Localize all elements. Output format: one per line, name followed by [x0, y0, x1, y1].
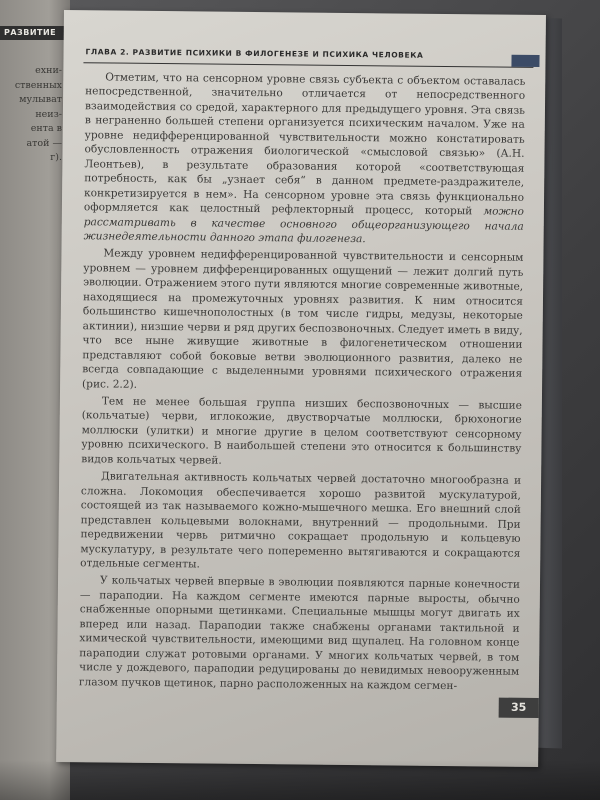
left-page-header: РАЗВИТИЕ [0, 26, 66, 40]
running-head-marker [511, 55, 539, 67]
left-line: ственных [14, 79, 62, 91]
running-head [83, 46, 533, 68]
left-line: атой — [26, 137, 62, 149]
left-line: неиз- [35, 108, 62, 120]
book-page [56, 10, 546, 767]
paragraph: Тем не менее большая группа низших беспозвоночных — высшие (кольчатые) черви, иглокожие, двустворчатые моллюски, брюхоногие моллюски (улитки) и многие другие в целом соответствуют сенсорному уровню психического. В наибольшей степени это относится к большинству видов кольчатых червей. [81, 395, 522, 467]
left-line: ента в [30, 123, 62, 134]
left-line: мулыват [19, 94, 62, 105]
paragraph: У кольчатых червей впервые в эволюции появляются парные конечности — параподии. На каждом сегменте имеются парные выросты, обычно снабженные опорными щетинками. Специальные мышцы могут двигать их вперед или назад. Параподии также снабжены органами тактильной и химической чувствительности, имеющими вид щупалец. На головном конце параподии служат ротовыми органами. У многих кольчатых червей, в том числе у дождевого, параподии редуцированы до невидимых невооруженным глазом пучков щетинок, парно расположенных на каждом сегмен- [78, 574, 521, 692]
paragraph: Отметим, что на сенсорном уровне связь субъекта с объектом оставалась непосредственной, значительно отличается от непосредственного взаимодействия со средой, характерного для предыдущего уровня. Эта связь в неграненно большей степени организуется психическим началом. Уже на уровне недифференцированной чувствительности можно констатировать обусловленность отражения биологической «смысловой связью» (А.Н. Леонтьев), в результате образования которой «соответствующая потребность, как бы „узнает себя“ в данном предмете-раздражителе, конкретизируется в нем». На сенсорном уровне эта связь функционально оформляется как целостный рефлекторный процесс, который можно рассматривать в качестве основного общеорганизующего начала жизнедеятельности данного этапа филогенеза. [83, 71, 526, 246]
left-line: г). [50, 152, 62, 163]
bottom-shadow [0, 760, 600, 800]
left-line: ехни- [35, 65, 62, 76]
emphasis-text: можно рассматривать в качестве основного общеорганизующего начала жизнедеятельности данного этапа филогенеза. [83, 205, 524, 246]
running-head-text: ГЛАВА 2. РАЗВИТИЕ ПСИХИКИ В ФИЛОГЕНЕЗЕ И ПСИХИКА ЧЕЛОВЕКА [85, 47, 424, 60]
page-number: 35 [499, 698, 539, 718]
paragraph: Между уровнем недифференцированной чувствительности и сенсорным уровнем — уровнем дифференцированных ощущений — лежит долгий путь эволюции. Отражением этого пути являются многие современные животные, находящиеся на промежуточных уровнях развития. К ним относится большинство кишечнополостных (в том числе гидры, медузы, некоторые актинии), низшие черви и ряд других беспозвоночных. Следует иметь в виду, что все ныне живущие животные в филогенетическом отношении представляют собой боковые ветви эволюционного развития, далеко не всегда совпадающие с выделенными уровнями психического отражения (рис. 2.2). [82, 247, 524, 391]
body-text [79, 70, 525, 694]
left-page-text [4, 64, 66, 166]
paragraph: Двигательная активность кольчатых червей достаточно многообразна и сложна. Локомоция обеспечивается хорошо развитой мускулатурой, состоящей из так называемого кожно-мышечного мешка. Его внешний слой представлен кольцевыми волокнами, внутренний — продольными. При передвижении червь ритмично сокращает продольную и кольцевую мускулатуру, в результате чего попеременно вытягиваются и сокращаются отдельные сегменты. [80, 470, 522, 571]
